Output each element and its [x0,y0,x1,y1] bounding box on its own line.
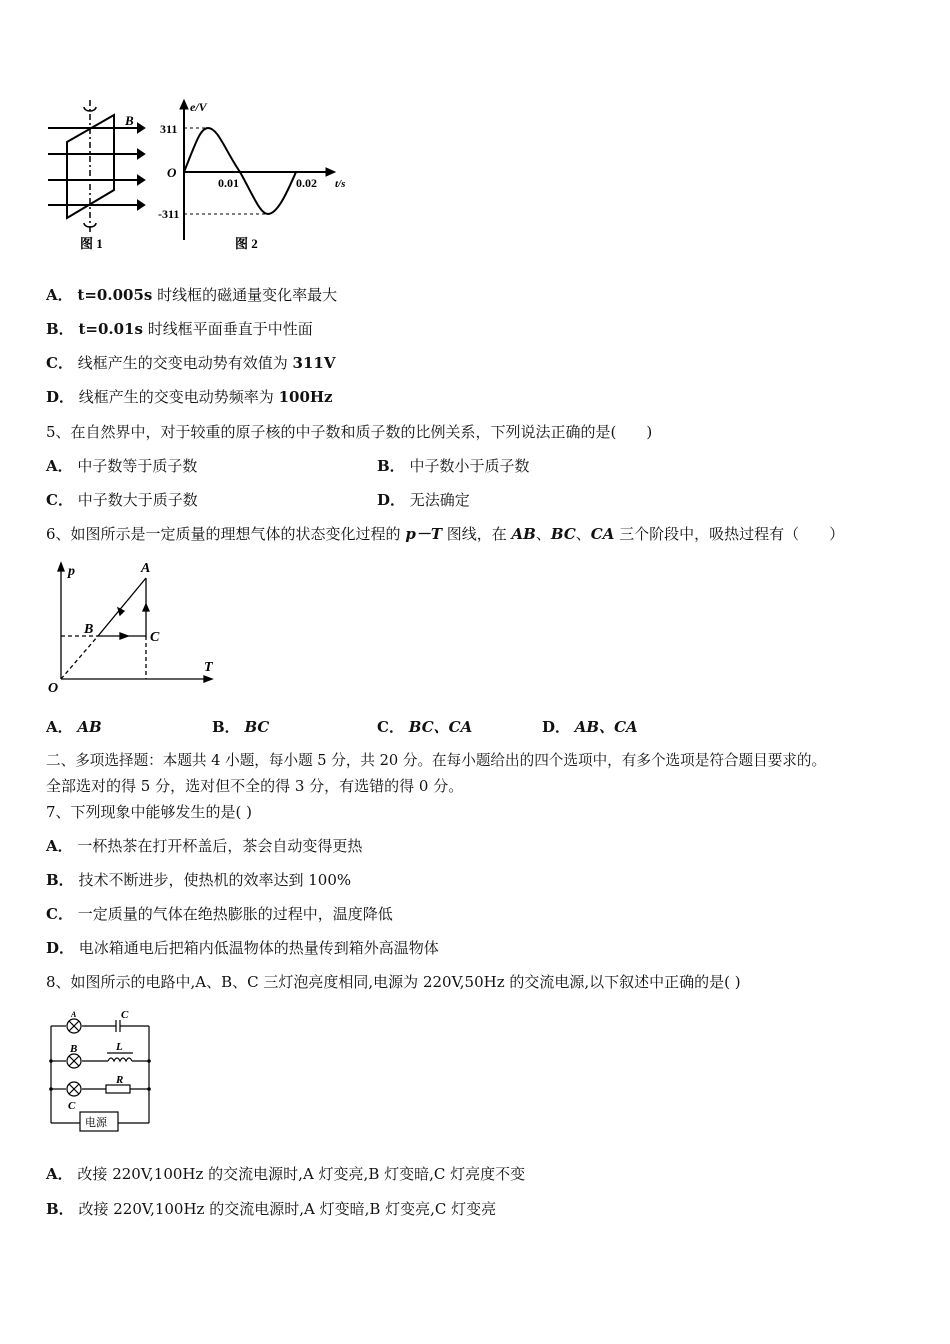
q8-stem: 8、如图所示的电路中,A、B、C 三灯泡亮度相同,电源为 220V,50Hz 的交流电源,以下叙述中正确的是( ) [46,973,741,991]
section-2-heading-line2: 全部选对的得 5 分，选对但不全的得 3 分，有选错的得 0 分。 [46,777,464,795]
section-2-heading-line1: 二、多项选择题：本题共 4 小题，每小题 5 分，共 20 分。在每小题给出的四个选项中，有多个选项是符合题目要求的。 [46,752,827,769]
figure-circuit [40,1000,170,1135]
q5-option-a: A． 中子数等于质子数 [46,457,198,475]
q8-option-a: A． 改接 220V,100Hz 的交流电源时,A 灯变亮,B 灯变暗,C 灯亮度不变 [46,1165,526,1183]
b-field-label: B [125,113,134,128]
figure-1-caption: 图 1 [80,236,103,251]
point-c-label: C [150,630,160,645]
x-tick-002: 0.02 [296,176,317,190]
q8-option-b: B． 改接 220V,100Hz 的交流电源时,A 灯变暗,B 灯变亮,C 灯变亮 [46,1200,497,1218]
q6-option-a: A． AB [46,718,102,736]
point-b-label: B [84,622,94,637]
figure-2-caption: 图 2 [235,236,258,251]
q7-option-a: A． 一杯热茶在打开杯盖后，茶会自动变得更热 [46,837,363,855]
figure-2-graph [180,100,335,240]
y-min-tick: -311 [158,207,180,221]
q6-option-b: B． BC [212,718,270,736]
q5-option-d: D． 无法确定 [377,491,470,509]
figure-p-t-graph [40,555,230,695]
q5-option-c: C． 中子数大于质子数 [46,491,198,509]
capacitor-label: C [121,1009,129,1021]
p-axis-label: p [68,564,75,579]
q4-option-a: A． t=0.005s 时线框的磁通量变化率最大 [46,286,338,304]
figure-coil-and-emf-graph [40,95,360,255]
x-tick-001: 0.01 [218,176,239,190]
q5-option-b: B． 中子数小于质子数 [377,457,530,475]
inductor-label: L [116,1041,123,1053]
q6-option-d: D． AB、CA [542,718,638,736]
origin-label: O [48,681,59,695]
q7-stem: 7、下列现象中能够发生的是( ) [46,803,253,821]
lamp-c-label: C [68,1100,76,1112]
t-axis-label: T [204,660,213,675]
q7-option-d: D． 电冰箱通电后把箱内低温物体的热量传到箱外高温物体 [46,939,439,957]
q7-option-b: B． 技术不断进步，使热机的效率达到 100% [46,871,352,889]
resistor-label: R [116,1074,124,1086]
power-source-label: 电源 [85,1117,107,1129]
lamp-a-label: A [71,1010,77,1019]
lamp-b-label: B [70,1043,78,1055]
q6-stem: 6、如图所示是一定质量的理想气体的状态变化过程的 p－T 图线，在 AB、BC、CA 三个阶段中，吸热过程有（ ） [46,525,845,543]
q7-option-c: C． 一定质量的气体在绝热膨胀的过程中，温度降低 [46,905,393,923]
q4-option-d: D． 线框产生的交变电动势频率为 100Hz [46,388,333,406]
q4-option-b: B． t=0.01s 时线框平面垂直于中性面 [46,320,313,338]
q6-option-c: C． BC、CA [377,718,473,736]
q4-option-c: C． 线框产生的交变电动势有效值为 311V [46,354,336,372]
y-max-tick: 311 [160,122,178,136]
origin-label: O [167,165,177,180]
x-axis-label: t/s [335,178,346,190]
q5-stem: 5、在自然界中，对于较重的原子核的中子数和质子数的比例关系，下列说法正确的是( ) [46,423,653,441]
y-axis-label: e/V [190,100,207,114]
point-a-label: A [141,561,151,576]
